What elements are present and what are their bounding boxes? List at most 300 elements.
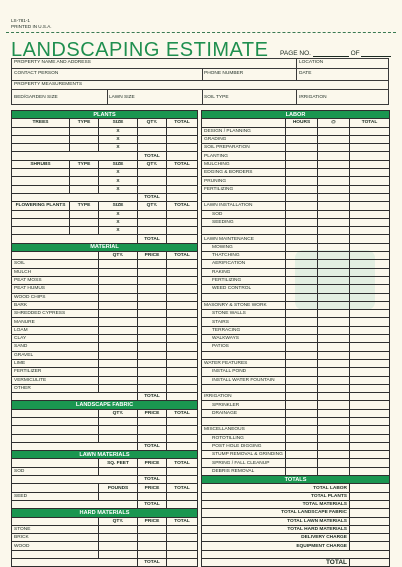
table-cell[interactable]: [138, 525, 167, 533]
table-cell[interactable]: [350, 509, 390, 517]
table-cell[interactable]: [99, 384, 138, 392]
page-total-field[interactable]: [361, 56, 391, 57]
table-cell[interactable]: [138, 127, 167, 135]
table-cell[interactable]: [286, 202, 318, 210]
table-row: [12, 252, 198, 260]
table-row: [202, 384, 390, 392]
table-row: [202, 509, 390, 517]
table-cell[interactable]: [138, 169, 167, 177]
table-cell[interactable]: [138, 268, 167, 276]
table-cell[interactable]: [167, 335, 198, 343]
table-cell[interactable]: [350, 442, 390, 450]
table-cell[interactable]: [350, 534, 390, 542]
totals-item: TOTAL PLANTS: [202, 492, 350, 500]
table-cell[interactable]: [167, 368, 198, 376]
table-cell[interactable]: [167, 301, 198, 309]
table-cell[interactable]: [99, 534, 138, 542]
table-cell[interactable]: [138, 550, 167, 558]
table-cell[interactable]: [350, 335, 390, 343]
table-cell[interactable]: [350, 276, 390, 284]
table-cell[interactable]: [350, 559, 390, 567]
table-cell[interactable]: [167, 152, 198, 160]
table-cell[interactable]: [286, 384, 318, 392]
table-cell[interactable]: [99, 376, 138, 384]
table-cell[interactable]: [138, 293, 167, 301]
table-cell[interactable]: [286, 210, 318, 218]
table-cell[interactable]: [138, 492, 167, 500]
table-cell[interactable]: [138, 343, 167, 351]
table-cell[interactable]: [350, 260, 390, 268]
table-cell[interactable]: [318, 459, 350, 467]
table-cell[interactable]: [350, 160, 390, 168]
table-cell[interactable]: [350, 227, 390, 235]
table-cell[interactable]: [318, 376, 350, 384]
table-cell[interactable]: [318, 310, 350, 318]
table-cell[interactable]: [350, 152, 390, 160]
table-cell[interactable]: [350, 169, 390, 177]
table-cell[interactable]: [138, 534, 167, 542]
table-cell[interactable]: [99, 310, 138, 318]
table-cell[interactable]: [99, 301, 138, 309]
table-cell[interactable]: [286, 276, 318, 284]
table-cell[interactable]: X: [99, 185, 138, 193]
table-cell[interactable]: [138, 335, 167, 343]
location-field[interactable]: LOCATION: [299, 60, 324, 65]
table-cell[interactable]: [138, 351, 167, 359]
labor-item: DESIGN / PLANNING: [202, 127, 286, 135]
table-cell[interactable]: [286, 318, 318, 326]
table-cell[interactable]: [167, 467, 198, 475]
table-cell[interactable]: [99, 276, 138, 284]
table-cell[interactable]: [350, 243, 390, 251]
table-cell[interactable]: [318, 185, 350, 193]
table-cell[interactable]: [12, 210, 70, 218]
contact-field[interactable]: CONTACT PERSON: [14, 71, 59, 76]
table-cell[interactable]: [167, 550, 198, 558]
table-row: [202, 202, 390, 210]
table-cell[interactable]: [350, 301, 390, 309]
table-cell[interactable]: [167, 343, 198, 351]
table-cell[interactable]: [138, 417, 167, 425]
table-cell[interactable]: [286, 127, 318, 135]
table-cell[interactable]: [167, 193, 198, 201]
table-cell[interactable]: [138, 210, 167, 218]
table-cell[interactable]: [99, 326, 138, 334]
table-cell[interactable]: [286, 451, 318, 459]
table-cell[interactable]: [286, 169, 318, 177]
table-cell[interactable]: [350, 310, 390, 318]
table-cell[interactable]: [350, 401, 390, 409]
table-cell[interactable]: [167, 417, 198, 425]
table-cell[interactable]: X: [99, 127, 138, 135]
labor-item: LAWN INSTALLATION: [202, 202, 286, 210]
table-cell[interactable]: X: [99, 210, 138, 218]
table-cell[interactable]: [350, 326, 390, 334]
table-cell[interactable]: [167, 210, 198, 218]
table-cell[interactable]: [167, 268, 198, 276]
table-cell[interactable]: [350, 434, 390, 442]
table-cell[interactable]: [318, 127, 350, 135]
page-number-field[interactable]: [313, 56, 349, 57]
table-cell[interactable]: [286, 227, 318, 235]
table-cell[interactable]: [350, 467, 390, 475]
table-cell[interactable]: [318, 260, 350, 268]
table-cell[interactable]: [318, 293, 350, 301]
table-cell[interactable]: [167, 169, 198, 177]
table-cell[interactable]: [99, 285, 138, 293]
table-row: [202, 293, 390, 301]
table-cell[interactable]: [350, 135, 390, 143]
table-cell[interactable]: [70, 218, 99, 226]
table-cell[interactable]: [318, 144, 350, 152]
table-cell[interactable]: [99, 550, 138, 558]
table-cell[interactable]: [138, 260, 167, 268]
table-cell[interactable]: [138, 310, 167, 318]
table-cell[interactable]: [350, 318, 390, 326]
table-cell[interactable]: [70, 210, 99, 218]
table-cell[interactable]: [286, 135, 318, 143]
table-cell[interactable]: [286, 343, 318, 351]
table-cell[interactable]: [350, 525, 390, 533]
table-cell[interactable]: [70, 135, 99, 143]
table-cell[interactable]: [167, 534, 198, 542]
table-cell[interactable]: [350, 384, 390, 392]
table-cell[interactable]: [350, 252, 390, 260]
table-cell[interactable]: X: [99, 135, 138, 143]
soil-type-field[interactable]: SOIL TYPE: [204, 95, 229, 100]
table-cell[interactable]: [350, 409, 390, 417]
table-cell[interactable]: [167, 185, 198, 193]
table-row: [12, 442, 198, 450]
table-cell[interactable]: [350, 451, 390, 459]
table-cell[interactable]: [350, 285, 390, 293]
table-cell[interactable]: X: [99, 218, 138, 226]
table-cell[interactable]: [138, 301, 167, 309]
table-cell[interactable]: [286, 218, 318, 226]
table-cell[interactable]: [138, 384, 167, 392]
table-cell[interactable]: [286, 376, 318, 384]
table-cell[interactable]: [286, 368, 318, 376]
table-cell[interactable]: [350, 517, 390, 525]
table-cell[interactable]: [318, 409, 350, 417]
table-cell[interactable]: [286, 434, 318, 442]
table-cell[interactable]: [350, 177, 390, 185]
table-cell[interactable]: [167, 276, 198, 284]
table-cell[interactable]: [350, 492, 390, 500]
table-cell[interactable]: [99, 318, 138, 326]
labor-item: DEBRIS REMOVAL: [202, 467, 286, 475]
table-cell[interactable]: [286, 393, 318, 401]
table-cell[interactable]: [99, 359, 138, 367]
table-cell[interactable]: [70, 144, 99, 152]
table-cell[interactable]: [286, 260, 318, 268]
table-cell[interactable]: [318, 434, 350, 442]
table-cell[interactable]: [318, 442, 350, 450]
table-cell[interactable]: [138, 285, 167, 293]
table-cell[interactable]: [70, 127, 99, 135]
table-cell[interactable]: [318, 426, 350, 434]
table-cell[interactable]: [167, 127, 198, 135]
table-cell[interactable]: [318, 135, 350, 143]
table-cell[interactable]: [318, 343, 350, 351]
table-cell[interactable]: [286, 301, 318, 309]
table-cell[interactable]: [350, 127, 390, 135]
table-cell[interactable]: [12, 417, 99, 425]
table-cell[interactable]: [167, 235, 198, 243]
table-cell[interactable]: [318, 368, 350, 376]
table-cell[interactable]: [286, 152, 318, 160]
table-cell[interactable]: [167, 393, 198, 401]
table-cell: QTY.: [99, 252, 138, 260]
table-cell[interactable]: [167, 310, 198, 318]
table-cell[interactable]: [12, 218, 70, 226]
date-field[interactable]: DATE: [299, 71, 312, 76]
table-cell[interactable]: [99, 434, 138, 442]
table-cell[interactable]: [318, 401, 350, 409]
table-cell[interactable]: [167, 384, 198, 392]
table-cell[interactable]: [350, 426, 390, 434]
table-cell[interactable]: [318, 301, 350, 309]
table-cell[interactable]: [318, 318, 350, 326]
table-cell[interactable]: [167, 260, 198, 268]
table-cell[interactable]: X: [99, 169, 138, 177]
table-cell[interactable]: [350, 393, 390, 401]
table-cell[interactable]: [167, 326, 198, 334]
table-cell[interactable]: [138, 434, 167, 442]
table-cell[interactable]: [286, 409, 318, 417]
lawn-header: LAWN MATERIALS: [12, 451, 198, 459]
labor-item: PRUNING: [202, 177, 286, 185]
table-cell[interactable]: [350, 144, 390, 152]
table-cell[interactable]: [138, 368, 167, 376]
table-cell[interactable]: [318, 335, 350, 343]
table-cell[interactable]: [350, 417, 390, 425]
table-cell[interactable]: [286, 252, 318, 260]
table-cell[interactable]: [350, 359, 390, 367]
table-cell[interactable]: [70, 227, 99, 235]
table-cell[interactable]: [286, 193, 318, 201]
table-cell[interactable]: [167, 318, 198, 326]
table-cell[interactable]: X: [99, 177, 138, 185]
table-cell[interactable]: [286, 235, 318, 243]
table-cell[interactable]: [167, 351, 198, 359]
table-cell: TOTAL: [167, 202, 198, 210]
table-cell[interactable]: [350, 235, 390, 243]
table-cell[interactable]: [12, 434, 99, 442]
table-cell[interactable]: [12, 144, 70, 152]
table-cell[interactable]: [70, 169, 99, 177]
table-row: [202, 492, 390, 500]
table-cell[interactable]: [167, 525, 198, 533]
table-cell[interactable]: [138, 135, 167, 143]
table-cell[interactable]: [99, 492, 138, 500]
table-cell[interactable]: [286, 144, 318, 152]
table-cell[interactable]: [286, 160, 318, 168]
table-row: [12, 119, 198, 127]
table-cell[interactable]: [318, 326, 350, 334]
table-cell[interactable]: [99, 260, 138, 268]
table-cell[interactable]: [167, 492, 198, 500]
table-cell[interactable]: [138, 276, 167, 284]
table-cell[interactable]: [318, 193, 350, 201]
table-cell[interactable]: [167, 285, 198, 293]
labor-item: EDGING & BORDERS: [202, 169, 286, 177]
table-cell[interactable]: [12, 185, 70, 193]
table-row: [12, 359, 198, 367]
table-cell[interactable]: [286, 467, 318, 475]
bed-size-field[interactable]: BED/GARDEN SIZE: [14, 95, 58, 100]
table-cell[interactable]: [138, 467, 167, 475]
table-cell[interactable]: [167, 227, 198, 235]
table-cell[interactable]: [286, 243, 318, 251]
table-cell[interactable]: [138, 177, 167, 185]
table-cell[interactable]: [286, 293, 318, 301]
table-cell[interactable]: [350, 210, 390, 218]
table-cell[interactable]: [138, 144, 167, 152]
table-cell[interactable]: [286, 285, 318, 293]
table-cell[interactable]: [99, 351, 138, 359]
table-cell[interactable]: [286, 326, 318, 334]
table-cell[interactable]: X: [99, 144, 138, 152]
table-cell[interactable]: [138, 227, 167, 235]
table-cell[interactable]: [138, 426, 167, 434]
table-row: [202, 227, 390, 235]
table-cell[interactable]: [167, 500, 198, 508]
table-cell[interactable]: [350, 218, 390, 226]
table-cell[interactable]: [286, 335, 318, 343]
table-cell[interactable]: [350, 202, 390, 210]
table-cell[interactable]: [318, 384, 350, 392]
table-cell[interactable]: [70, 185, 99, 193]
table-cell[interactable]: [318, 243, 350, 251]
table-cell[interactable]: [138, 359, 167, 367]
table-cell[interactable]: [12, 135, 70, 143]
table-cell[interactable]: [99, 293, 138, 301]
phone-field[interactable]: PHONE NUMBER: [204, 71, 244, 76]
table-cell[interactable]: [286, 185, 318, 193]
table-cell[interactable]: [167, 476, 198, 484]
table-cell[interactable]: [286, 359, 318, 367]
table-cell[interactable]: [318, 177, 350, 185]
table-cell[interactable]: [167, 434, 198, 442]
table-cell[interactable]: [350, 193, 390, 201]
table-cell[interactable]: [286, 401, 318, 409]
table-cell[interactable]: [167, 144, 198, 152]
table-cell[interactable]: [318, 393, 350, 401]
table-cell[interactable]: [167, 426, 198, 434]
table-cell[interactable]: [99, 525, 138, 533]
table-cell[interactable]: [318, 359, 350, 367]
table-cell[interactable]: [138, 185, 167, 193]
table-cell[interactable]: [350, 459, 390, 467]
table-cell[interactable]: [167, 293, 198, 301]
table-cell[interactable]: [286, 351, 318, 359]
table-cell[interactable]: [318, 210, 350, 218]
table-cell[interactable]: [286, 310, 318, 318]
table-cell[interactable]: [350, 368, 390, 376]
table-row: [202, 426, 390, 434]
table-cell: [12, 442, 138, 450]
table-cell[interactable]: [350, 293, 390, 301]
table-cell[interactable]: [318, 285, 350, 293]
table-cell[interactable]: [318, 218, 350, 226]
material-item: SAND: [12, 343, 99, 351]
table-cell[interactable]: [138, 326, 167, 334]
table-cell[interactable]: [350, 376, 390, 384]
page-title: LANDSCAPING ESTIMATE: [11, 39, 269, 61]
table-cell[interactable]: [286, 426, 318, 434]
table-cell[interactable]: [99, 417, 138, 425]
table-cell[interactable]: [318, 152, 350, 160]
table-cell[interactable]: [12, 169, 70, 177]
table-cell[interactable]: [167, 376, 198, 384]
table-cell[interactable]: [318, 451, 350, 459]
table-cell[interactable]: [286, 459, 318, 467]
table-cell[interactable]: [318, 235, 350, 243]
table-cell[interactable]: [99, 426, 138, 434]
table-cell[interactable]: [286, 268, 318, 276]
table-cell[interactable]: [12, 227, 70, 235]
hard-header: HARD MATERIALS: [12, 509, 198, 517]
table-cell[interactable]: [350, 343, 390, 351]
table-cell[interactable]: [318, 467, 350, 475]
table-cell[interactable]: [350, 351, 390, 359]
table-cell[interactable]: [350, 500, 390, 508]
table-cell[interactable]: [318, 417, 350, 425]
property-name-field[interactable]: PROPERTY NAME AND ADDRESS: [14, 60, 91, 65]
table-cell[interactable]: [12, 177, 70, 185]
irrigation-field[interactable]: IRRIGATION: [299, 95, 327, 100]
table-cell[interactable]: [12, 127, 70, 135]
table-cell[interactable]: [167, 218, 198, 226]
table-cell[interactable]: [318, 160, 350, 168]
table-cell[interactable]: [318, 268, 350, 276]
table-cell[interactable]: [167, 177, 198, 185]
table-row: [12, 426, 198, 434]
table-cell[interactable]: [350, 484, 390, 492]
table-cell[interactable]: [318, 276, 350, 284]
table-cell[interactable]: [167, 135, 198, 143]
table-cell[interactable]: [286, 442, 318, 450]
table-cell[interactable]: [286, 177, 318, 185]
table-cell[interactable]: [350, 185, 390, 193]
table-cell[interactable]: [350, 268, 390, 276]
table-cell[interactable]: [99, 343, 138, 351]
table-cell[interactable]: [99, 335, 138, 343]
table-cell[interactable]: [318, 227, 350, 235]
table-cell[interactable]: [167, 359, 198, 367]
table-cell[interactable]: [167, 559, 198, 567]
table-cell[interactable]: X: [99, 227, 138, 235]
table-cell[interactable]: [318, 202, 350, 210]
table-cell[interactable]: [318, 169, 350, 177]
table-cell[interactable]: [99, 368, 138, 376]
table-cell[interactable]: [167, 442, 198, 450]
table-cell[interactable]: [99, 268, 138, 276]
table-cell[interactable]: [318, 351, 350, 359]
table-cell[interactable]: [12, 426, 99, 434]
table-cell[interactable]: [318, 252, 350, 260]
table-cell[interactable]: [70, 177, 99, 185]
lawn-size-field[interactable]: LAWN SIZE: [109, 95, 135, 100]
table-cell[interactable]: [286, 417, 318, 425]
labor-item: TERRACING: [202, 326, 286, 334]
table-cell[interactable]: [138, 218, 167, 226]
table-cell: SQ. FEET: [99, 459, 138, 467]
table-cell[interactable]: [99, 467, 138, 475]
table-cell[interactable]: [138, 318, 167, 326]
table-cell[interactable]: [138, 376, 167, 384]
